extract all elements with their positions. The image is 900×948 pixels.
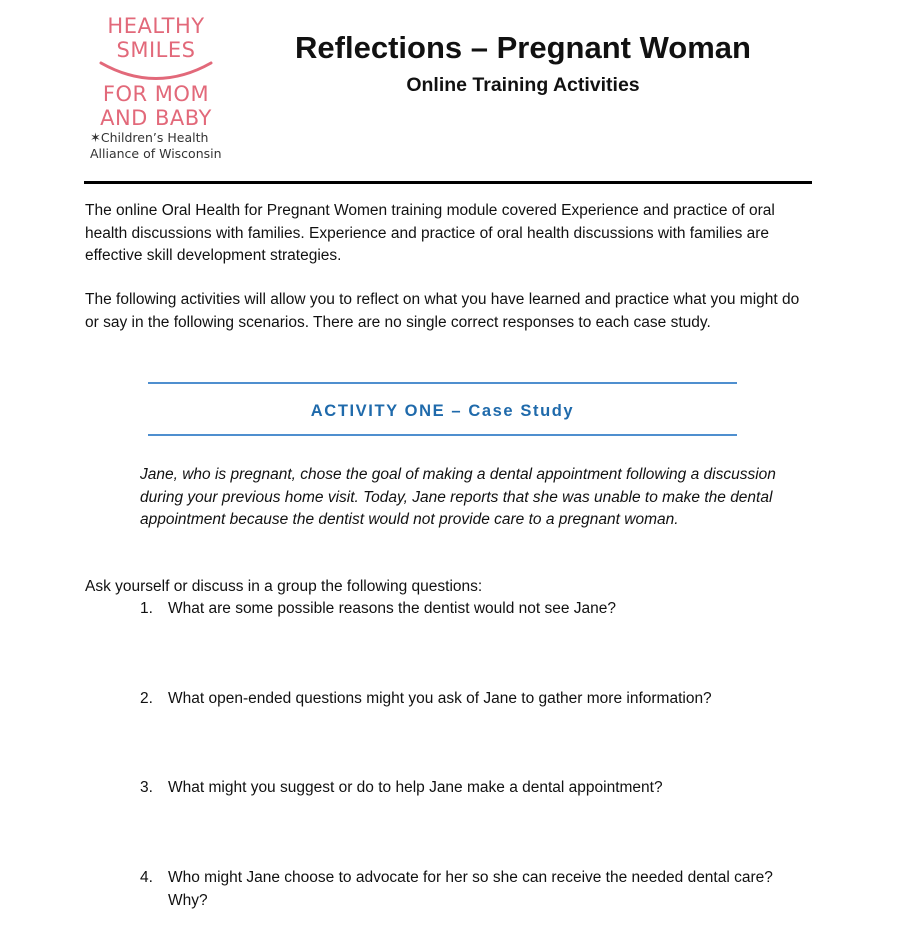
question-item xyxy=(140,598,800,621)
question-text: What open-ended questions might you ask of Jane to gather more information? xyxy=(168,690,712,707)
logo-line-smiles: SMILES xyxy=(116,38,196,62)
question-number: 2. xyxy=(140,690,153,707)
header-divider xyxy=(84,181,812,184)
logo-line-healthy: HEALTHY xyxy=(107,14,205,38)
question-item xyxy=(140,777,800,800)
page-title: Reflections – Pregnant Woman xyxy=(295,30,751,65)
question-number: 3. xyxy=(140,779,153,796)
question-number: 1. xyxy=(140,600,153,617)
question-text: What are some possible reasons the dentist would not see Jane? xyxy=(168,600,617,617)
logo-line-and-baby: AND BABY xyxy=(100,106,212,130)
logo-line-for-mom: FOR MOM xyxy=(102,82,210,106)
case-study-text: Jane, who is pregnant, chose the goal of making a dental appointment following a discussion during your previous home visit. Today, Jane reports that she was unable to make the dental appointment because the dentist would not provide care to a pregnant woman. xyxy=(140,466,776,528)
logo-org-line1 xyxy=(86,130,226,146)
page-subtitle: Online Training Activities xyxy=(406,74,640,96)
activity-top-divider xyxy=(148,382,737,384)
smile-icon xyxy=(97,60,215,82)
activity-heading: ACTIVITY ONE – Case Study xyxy=(310,402,575,420)
logo-org-line2: Alliance of Wisconsin xyxy=(90,146,222,161)
intro-paragraph-1: The online Oral Health for Pregnant Women training module covered Experience and practice of oral health discussions with families. Experience and practice of oral health discussions with families are effective skill development strategies. xyxy=(85,202,775,264)
star-icon: ✶ xyxy=(90,131,101,146)
questions-prompt: Ask yourself or discuss in a group the following questions: xyxy=(85,578,483,595)
question-text: What might you suggest or do to help Jane make a dental appointment? xyxy=(168,779,663,796)
healthy-smiles-logo xyxy=(86,14,226,161)
question-item xyxy=(140,688,800,711)
question-number: 4. xyxy=(140,869,153,886)
logo-org-text1: Children’s Health xyxy=(100,130,209,145)
activity-bottom-divider xyxy=(148,434,737,436)
question-item xyxy=(140,867,800,912)
intro-paragraph-2: The following activities will allow you to reflect on what you have learned and practice what you might do or say in the following scenarios. There are no single correct responses to each case study. xyxy=(85,291,800,331)
question-text: Who might Jane choose to advocate for her so she can receive the needed dental care? Why? xyxy=(168,869,773,909)
